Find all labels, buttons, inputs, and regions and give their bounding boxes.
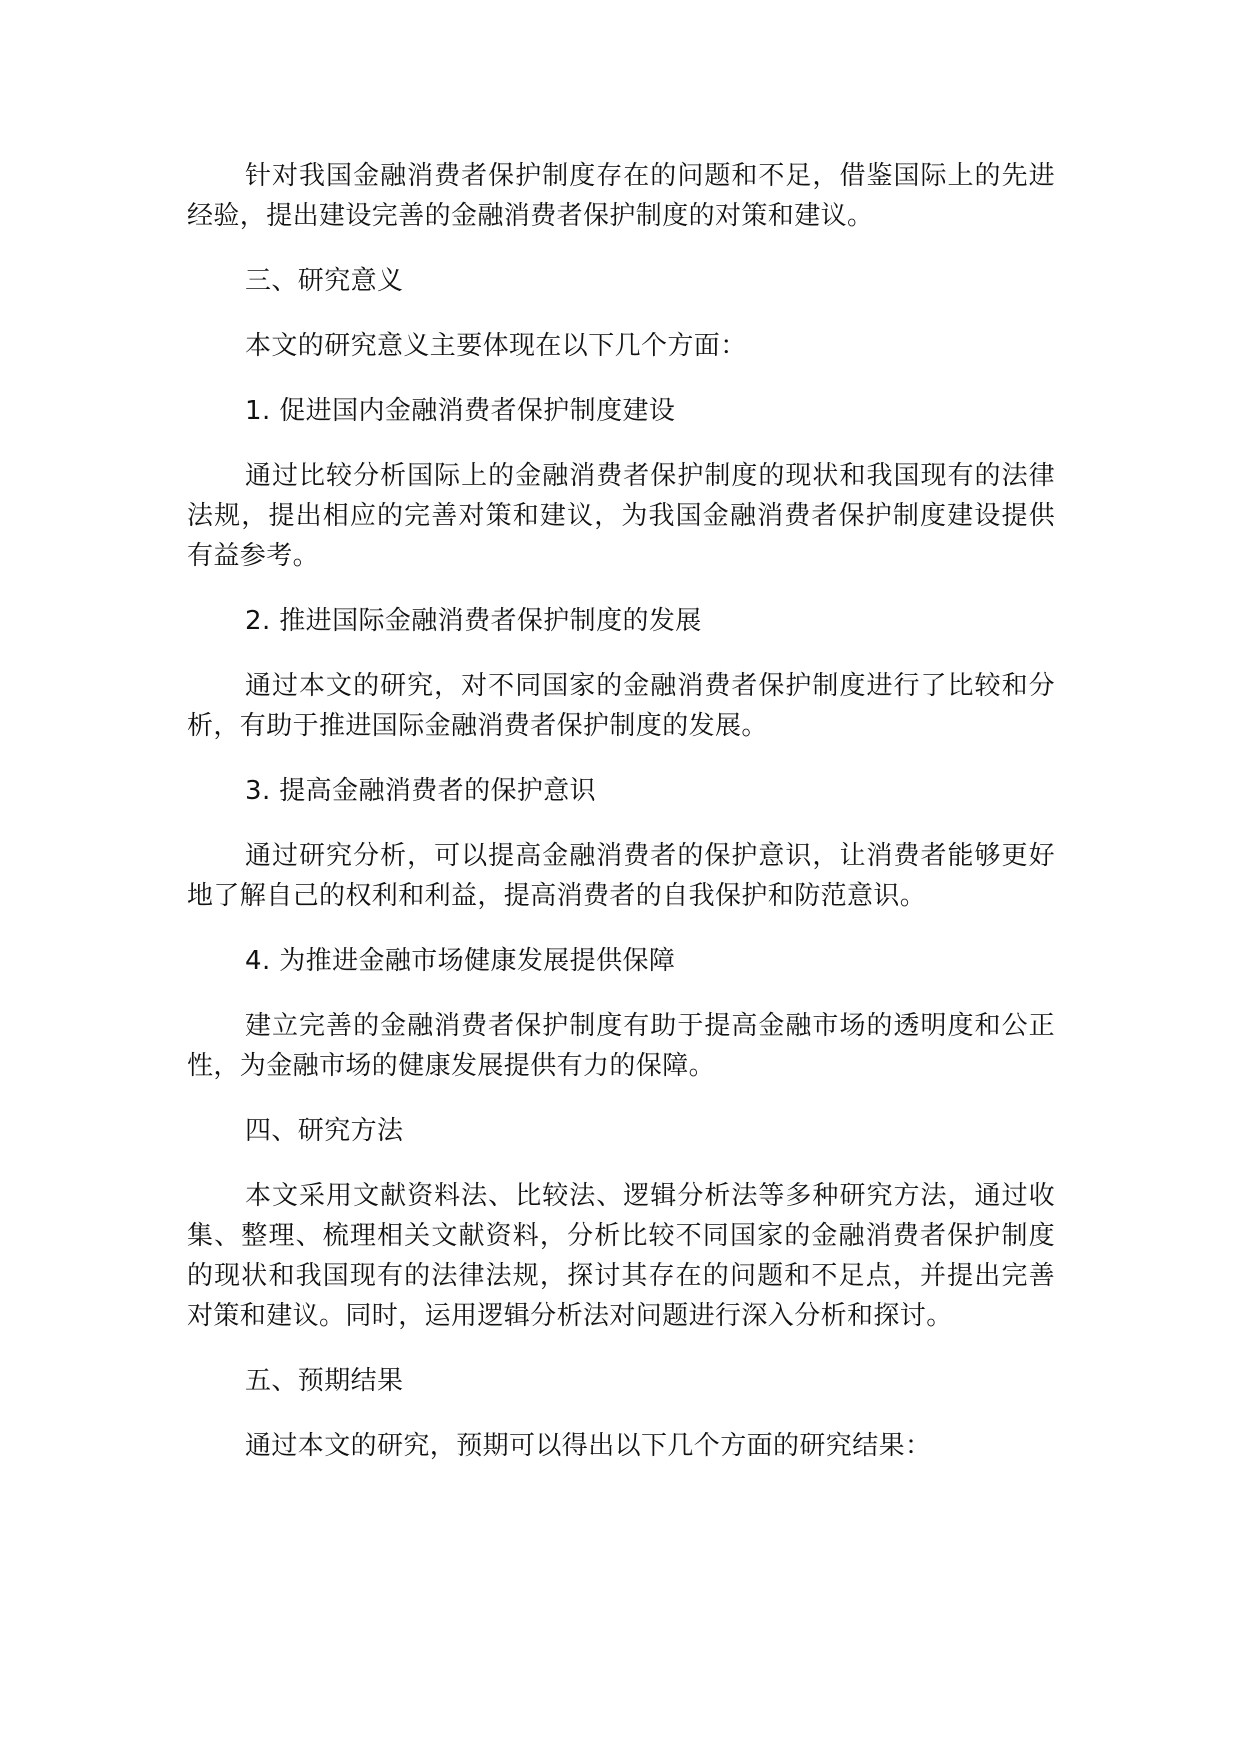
subheading-awareness: 3. 提高金融消费者的保护意识 xyxy=(245,776,597,806)
paragraph-significance-intro: 本文的研究意义主要体现在以下几个方面： xyxy=(245,331,747,361)
document-body xyxy=(187,156,1055,1491)
paragraph-international: 通过本文的研究，对不同国家的金融消费者保护制度进行了比较和分析，有助于推进国际金融消费者保护制度的发展。 xyxy=(187,671,1055,741)
subheading-domestic: 1. 促进国内金融消费者保护制度建设 xyxy=(245,396,676,426)
section-heading-expected-results: 五、预期结果 xyxy=(245,1366,404,1396)
paragraph-methods: 本文采用文献资料法、比较法、逻辑分析法等多种研究方法，通过收集、整理、梳理相关文献资料，分析比较不同国家的金融消费者保护制度的现状和我国现有的法律法规，探讨其存在的问题和不足点，并提出完善对策和建议。同时，运用逻辑分析法对问题进行深入分析和探讨。 xyxy=(187,1181,1055,1331)
paragraph-market: 建立完善的金融消费者保护制度有助于提高金融市场的透明度和公正性，为金融市场的健康发展提供有力的保障。 xyxy=(187,1011,1055,1081)
paragraph-expected-results: 通过本文的研究，预期可以得出以下几个方面的研究结果： xyxy=(245,1431,932,1461)
section-heading-significance: 三、研究意义 xyxy=(245,266,404,296)
subheading-international: 2. 推进国际金融消费者保护制度的发展 xyxy=(245,606,702,636)
section-heading-methods: 四、研究方法 xyxy=(245,1116,404,1146)
paragraph-countermeasures: 针对我国金融消费者保护制度存在的问题和不足，借鉴国际上的先进经验，提出建设完善的金融消费者保护制度的对策和建议。 xyxy=(187,161,1055,231)
paragraph-domestic: 通过比较分析国际上的金融消费者保护制度的现状和我国现有的法律法规，提出相应的完善对策和建议，为我国金融消费者保护制度建设提供有益参考。 xyxy=(187,461,1055,571)
paragraph-awareness: 通过研究分析，可以提高金融消费者的保护意识，让消费者能够更好地了解自己的权利和利益，提高消费者的自我保护和防范意识。 xyxy=(187,841,1055,911)
subheading-market: 4. 为推进金融市场健康发展提供保障 xyxy=(245,946,676,976)
